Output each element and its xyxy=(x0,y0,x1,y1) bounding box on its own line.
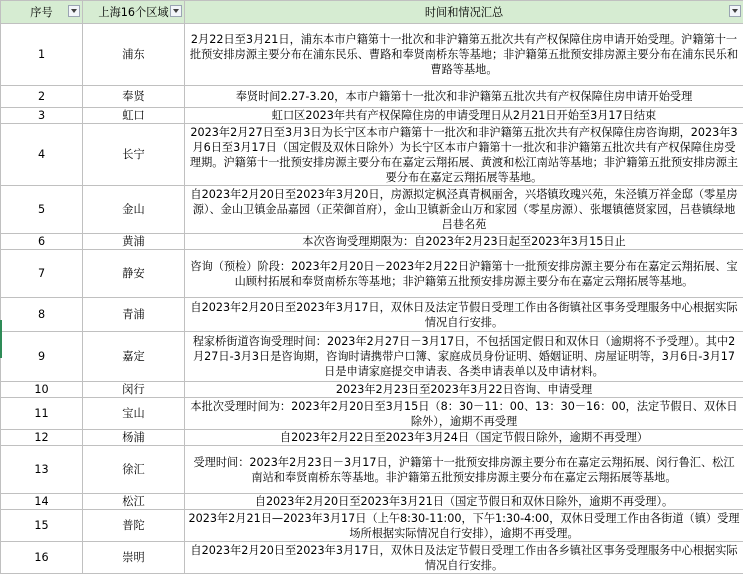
filter-dropdown-icon[interactable] xyxy=(68,5,80,17)
header-index[interactable] xyxy=(1,1,83,24)
filter-dropdown-icon[interactable] xyxy=(729,5,741,17)
table-row xyxy=(1,446,743,494)
header-district-label: 上海16个区域 xyxy=(98,6,168,19)
table-row xyxy=(1,186,743,234)
cell-info[interactable]: 自2023年2月20日至2023年3月20日，房源拟定枫泾真青枫丽舍，兴塔镇玫瑰兴苑，朱泾镇万祥金邸（零星房源）、金山卫镇金品嘉园（正荣御首府），金山卫镇新金山万和家园（零星房源）、张堰镇德贤家园，吕巷镇绿地吕巷名苑 xyxy=(185,186,743,234)
filter-dropdown-icon[interactable] xyxy=(170,5,182,17)
cell-info[interactable]: 本次咨询受理期限为：自2023年2月23日起至2023年3月15日止 xyxy=(185,234,743,250)
table-row xyxy=(1,494,743,510)
cell-index[interactable]: 8 xyxy=(1,298,83,332)
cell-index[interactable]: 11 xyxy=(1,398,83,430)
cell-district[interactable]: 嘉定 xyxy=(83,332,185,382)
cell-info[interactable]: 奉贤时间2.27-3.20，本市户籍第十一批次和非沪籍第五批次共有产权保障住房申请开始受理 xyxy=(185,86,743,108)
cell-district[interactable]: 宝山 xyxy=(83,398,185,430)
cell-district[interactable]: 杨浦 xyxy=(83,430,185,446)
cell-index[interactable]: 16 xyxy=(1,542,83,574)
cell-info[interactable]: 自2023年2月20日至2023年3月21日（国定节假日和双休日除外，逾期不再受理）。 xyxy=(185,494,743,510)
cell-info[interactable]: 自2023年2月22日至2023年3月24日（国定节假日除外，逾期不再受理） xyxy=(185,430,743,446)
cell-index[interactable]: 14 xyxy=(1,494,83,510)
cell-district[interactable]: 闵行 xyxy=(83,382,185,398)
cell-info[interactable]: 2月22日至3月21日，浦东本市户籍第十一批次和非沪籍第五批次共有产权保障住房申请开始受理。沪籍第十一批预安排房源主要分布在浦东民乐、曹路和奉贤南桥东等基地；非沪籍第五批预安排房源主要分布在浦东民乐和曹路等基地。 xyxy=(185,24,743,86)
cell-index[interactable]: 12 xyxy=(1,430,83,446)
table-row xyxy=(1,430,743,446)
selected-row-marker xyxy=(0,320,2,358)
cell-district[interactable]: 浦东 xyxy=(83,24,185,86)
header-index-label: 序号 xyxy=(30,6,52,19)
cell-district[interactable]: 青浦 xyxy=(83,298,185,332)
cell-index[interactable]: 13 xyxy=(1,446,83,494)
cell-district[interactable]: 徐汇 xyxy=(83,446,185,494)
cell-index[interactable]: 7 xyxy=(1,250,83,298)
cell-district[interactable]: 普陀 xyxy=(83,510,185,542)
cell-index[interactable]: 3 xyxy=(1,108,83,124)
table-row xyxy=(1,332,743,382)
cell-district[interactable]: 奉贤 xyxy=(83,86,185,108)
cell-district[interactable]: 崇明 xyxy=(83,542,185,574)
cell-info[interactable]: 2023年2月27日至3月3日为长宁区本市户籍第十一批次和非沪籍第五批次共有产权保障住房咨询期，2023年3月6日至3月17日（国定假及双休日除外）为长宁区本市户籍第十一批次和非沪籍第五批次共有产权保障住房受理期。沪籍第十一批预安排房源主要分布在嘉定云翔拓展、黄渡和松江南站等基地；非沪籍第五批预安排房源主要分布在嘉定云翔拓展等基地。 xyxy=(185,124,743,186)
cell-district[interactable]: 松江 xyxy=(83,494,185,510)
table-row xyxy=(1,108,743,124)
cell-district[interactable]: 黄浦 xyxy=(83,234,185,250)
table-row xyxy=(1,398,743,430)
cell-index[interactable]: 4 xyxy=(1,124,83,186)
cell-info[interactable]: 本批次受理时间为：2023年2月20日至3月15日（8：30－11：00、13：30－16：00，法定节假日、双休日除外），逾期不再受理 xyxy=(185,398,743,430)
header-row xyxy=(1,1,743,24)
table-row xyxy=(1,24,743,86)
cell-district[interactable]: 静安 xyxy=(83,250,185,298)
cell-index[interactable]: 15 xyxy=(1,510,83,542)
cell-info[interactable]: 自2023年2月20日至2023年3月17日，双休日及法定节假日受理工作由各街镇社区事务受理服务中心根据实际情况自行安排。 xyxy=(185,298,743,332)
cell-index[interactable]: 9 xyxy=(1,332,83,382)
table-row xyxy=(1,124,743,186)
cell-info[interactable]: 2023年2月23日至2023年3月22日咨询、申请受理 xyxy=(185,382,743,398)
cell-index[interactable]: 6 xyxy=(1,234,83,250)
table-row xyxy=(1,86,743,108)
table-row xyxy=(1,510,743,542)
cell-index[interactable]: 5 xyxy=(1,186,83,234)
header-info[interactable] xyxy=(185,1,743,24)
table-row xyxy=(1,382,743,398)
cell-district[interactable]: 金山 xyxy=(83,186,185,234)
cell-info[interactable]: 咨询（预检）阶段：2023年2月20日－2023年2月22日沪籍第十一批预安排房源主要分布在嘉定云翔拓展、宝山顾村拓展和奉贤南桥东等基地；非沪籍第五批预安排房源主要分布在嘉定云翔拓展等基地。 xyxy=(185,250,743,298)
cell-info[interactable]: 2023年2月21日—2023年3月17日（上午8:30-11:00，下午1:30-4:00，双休日受理工作由各街道（镇）受理场所根据实际情况自行安排），逾期不再受理。 xyxy=(185,510,743,542)
cell-district[interactable]: 虹口 xyxy=(83,108,185,124)
table-row xyxy=(1,250,743,298)
cell-district[interactable]: 长宁 xyxy=(83,124,185,186)
table-row xyxy=(1,298,743,332)
cell-info[interactable]: 程家桥街道咨询受理时间：2023年2月27日－3月17日，不包括国定假日和双休日（逾期将不予受理）。其中2月27日-3月3日是咨询期，咨询时请携带户口簿、家庭成员身份证明、婚姻证明、房屋证明等，3月6日-3月17日是申请家庭提交申请表、各类申请表单以及申请材料。 xyxy=(185,332,743,382)
cell-info[interactable]: 虹口区2023年共有产权保障住房的申请受理日从2月21日开始至3月17日结束 xyxy=(185,108,743,124)
cell-index[interactable]: 10 xyxy=(1,382,83,398)
table-row xyxy=(1,542,743,574)
cell-info[interactable]: 受理时间：2023年2月23日－3月17日，沪籍第十一批预安排房源主要分布在嘉定云翔拓展、闵行鲁汇、松江南站和奉贤南桥东等基地。非沪籍第五批预安排房源主要分布在嘉定云翔拓展等基地。 xyxy=(185,446,743,494)
cell-index[interactable]: 2 xyxy=(1,86,83,108)
header-info-label: 时间和情况汇总 xyxy=(425,6,503,19)
cell-info[interactable]: 自2023年2月20日至2023年3月17日，双休日及法定节假日受理工作由各乡镇社区事务受理服务中心根据实际情况自行安排。 xyxy=(185,542,743,574)
header-district[interactable] xyxy=(83,1,185,24)
table-row xyxy=(1,234,743,250)
cell-index[interactable]: 1 xyxy=(1,24,83,86)
